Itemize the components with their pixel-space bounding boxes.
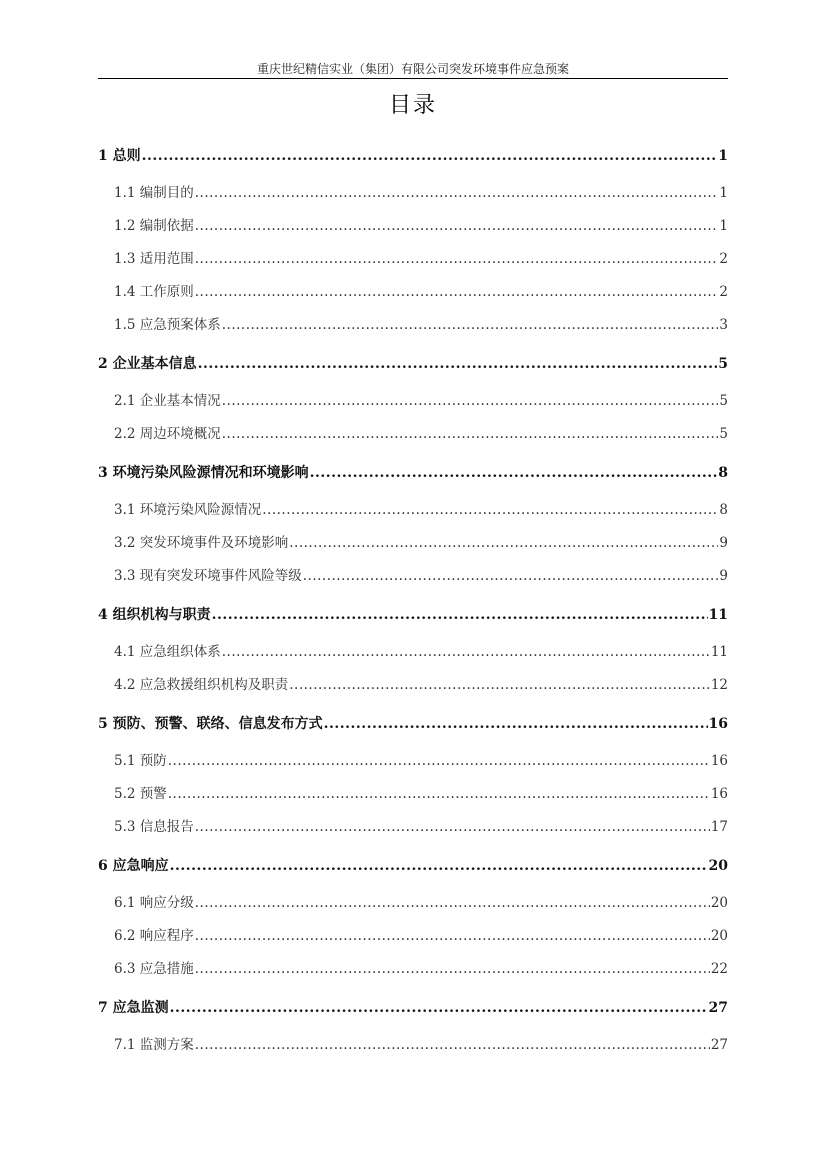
toc-dot-leader <box>195 895 710 912</box>
toc-entry-title: 1.2 编制依据 <box>114 218 194 234</box>
toc-chapter-entry[interactable] <box>98 132 728 165</box>
toc-section-entry[interactable] <box>98 301 728 334</box>
toc-page-number: 1 <box>719 218 728 234</box>
toc-page-number: 2 <box>719 284 728 300</box>
toc-page-number: 17 <box>710 819 728 835</box>
toc-dot-leader <box>303 568 719 585</box>
toc-entry-title: 4.2 应急救援组织机构及职责 <box>114 677 289 693</box>
toc-chapter-entry[interactable] <box>98 842 728 875</box>
toc-section-entry[interactable] <box>98 737 728 770</box>
table-of-contents <box>98 132 728 1054</box>
toc-page-number: 27 <box>710 1037 728 1053</box>
toc-section-entry[interactable] <box>98 410 728 443</box>
toc-dot-leader <box>222 393 719 410</box>
toc-dot-leader <box>222 426 719 443</box>
running-header: 重庆世纪精信实业（集团）有限公司突发环境事件应急预案 <box>256 62 569 76</box>
header-rule <box>98 78 728 79</box>
toc-chapter-entry[interactable] <box>98 340 728 373</box>
toc-entry-title: 6.1 响应分级 <box>114 895 194 911</box>
toc-entry-title: 6 应急响应 <box>98 858 169 874</box>
toc-dot-leader <box>198 356 718 373</box>
toc-section-entry[interactable] <box>98 912 728 945</box>
toc-page-number: 1 <box>718 148 728 164</box>
toc-entry-title: 1.1 编制目的 <box>114 185 194 201</box>
toc-entry-title: 3.3 现有突发环境事件风险等级 <box>114 568 302 584</box>
toc-dot-leader <box>195 251 719 268</box>
toc-section-entry[interactable] <box>98 879 728 912</box>
toc-entry-title: 5.2 预警 <box>114 786 167 802</box>
toc-dot-leader <box>195 1037 710 1054</box>
toc-page-number: 5 <box>718 356 728 372</box>
toc-dot-leader <box>195 284 719 301</box>
toc-dot-leader <box>142 148 718 165</box>
toc-dot-leader <box>310 465 718 482</box>
toc-section-entry[interactable] <box>98 268 728 301</box>
toc-entry-title: 1.3 适用范围 <box>114 251 194 267</box>
toc-entry-title: 3.2 突发环境事件及环境影响 <box>114 535 289 551</box>
toc-section-entry[interactable] <box>98 628 728 661</box>
toc-dot-leader <box>222 644 710 661</box>
toc-entry-title: 6.3 应急措施 <box>114 961 194 977</box>
toc-page-number: 22 <box>710 961 728 977</box>
toc-chapter-entry[interactable] <box>98 984 728 1017</box>
toc-dot-leader <box>195 218 719 235</box>
toc-page-number: 12 <box>710 677 728 693</box>
toc-page-number: 11 <box>708 607 728 623</box>
toc-page-number: 2 <box>719 251 728 267</box>
toc-dot-leader <box>212 607 708 624</box>
toc-entry-title: 2 企业基本信息 <box>98 356 197 372</box>
toc-section-entry[interactable] <box>98 169 728 202</box>
toc-page-number: 20 <box>708 858 728 874</box>
toc-chapter-entry[interactable] <box>98 591 728 624</box>
toc-section-entry[interactable] <box>98 235 728 268</box>
toc-entry-title: 1.5 应急预案体系 <box>114 317 221 333</box>
toc-entry-title: 1 总则 <box>98 148 141 164</box>
toc-dot-leader <box>289 535 718 552</box>
toc-entry-title: 3.1 环境污染风险源情况 <box>114 502 262 518</box>
toc-dot-leader <box>262 502 718 519</box>
toc-section-entry[interactable] <box>98 661 728 694</box>
toc-page-number: 9 <box>719 568 728 584</box>
toc-dot-leader <box>170 858 708 875</box>
toc-section-entry[interactable] <box>98 803 728 836</box>
toc-dot-leader <box>168 753 710 770</box>
toc-page-number: 5 <box>719 426 728 442</box>
toc-dot-leader <box>324 716 708 733</box>
toc-dot-leader <box>195 819 710 836</box>
toc-page-number: 16 <box>708 716 728 732</box>
toc-page-number: 8 <box>718 465 728 481</box>
toc-page-number: 27 <box>708 1000 728 1016</box>
toc-dot-leader <box>195 961 710 978</box>
toc-page-number: 1 <box>719 185 728 201</box>
toc-page-number: 16 <box>710 786 728 802</box>
toc-section-entry[interactable] <box>98 377 728 410</box>
toc-entry-title: 2.2 周边环境概况 <box>114 426 221 442</box>
page-title: 目录 <box>388 93 437 118</box>
toc-chapter-entry[interactable] <box>98 700 728 733</box>
toc-dot-leader <box>222 317 719 334</box>
toc-dot-leader <box>170 1000 708 1017</box>
toc-page-number: 20 <box>710 895 728 911</box>
toc-section-entry[interactable] <box>98 486 728 519</box>
toc-entry-title: 5.3 信息报告 <box>114 819 194 835</box>
toc-page-number: 8 <box>719 502 728 518</box>
toc-entry-title: 5 预防、预警、联络、信息发布方式 <box>98 716 323 732</box>
toc-dot-leader <box>195 928 710 945</box>
toc-dot-leader <box>168 786 710 803</box>
toc-entry-title: 6.2 响应程序 <box>114 928 194 944</box>
toc-entry-title: 2.1 企业基本情况 <box>114 393 221 409</box>
toc-section-entry[interactable] <box>98 945 728 978</box>
toc-section-entry[interactable] <box>98 202 728 235</box>
toc-entry-title: 1.4 工作原则 <box>114 284 194 300</box>
toc-section-entry[interactable] <box>98 552 728 585</box>
toc-page-number: 16 <box>710 753 728 769</box>
toc-page-number: 3 <box>719 317 728 333</box>
toc-dot-leader <box>289 677 710 694</box>
toc-section-entry[interactable] <box>98 1021 728 1054</box>
toc-chapter-entry[interactable] <box>98 449 728 482</box>
toc-entry-title: 7 应急监测 <box>98 1000 169 1016</box>
toc-entry-title: 7.1 监测方案 <box>114 1037 194 1053</box>
toc-page-number: 5 <box>719 393 728 409</box>
toc-entry-title: 4 组织机构与职责 <box>98 607 211 623</box>
toc-page-number: 11 <box>710 644 728 660</box>
toc-entry-title: 3 环境污染风险源情况和环境影响 <box>98 465 309 481</box>
toc-entry-title: 5.1 预防 <box>114 753 167 769</box>
toc-section-entry[interactable] <box>98 770 728 803</box>
toc-entry-title: 4.1 应急组织体系 <box>114 644 221 660</box>
toc-section-entry[interactable] <box>98 519 728 552</box>
toc-dot-leader <box>195 185 719 202</box>
toc-page-number: 9 <box>719 535 728 551</box>
toc-page-number: 20 <box>710 928 728 944</box>
